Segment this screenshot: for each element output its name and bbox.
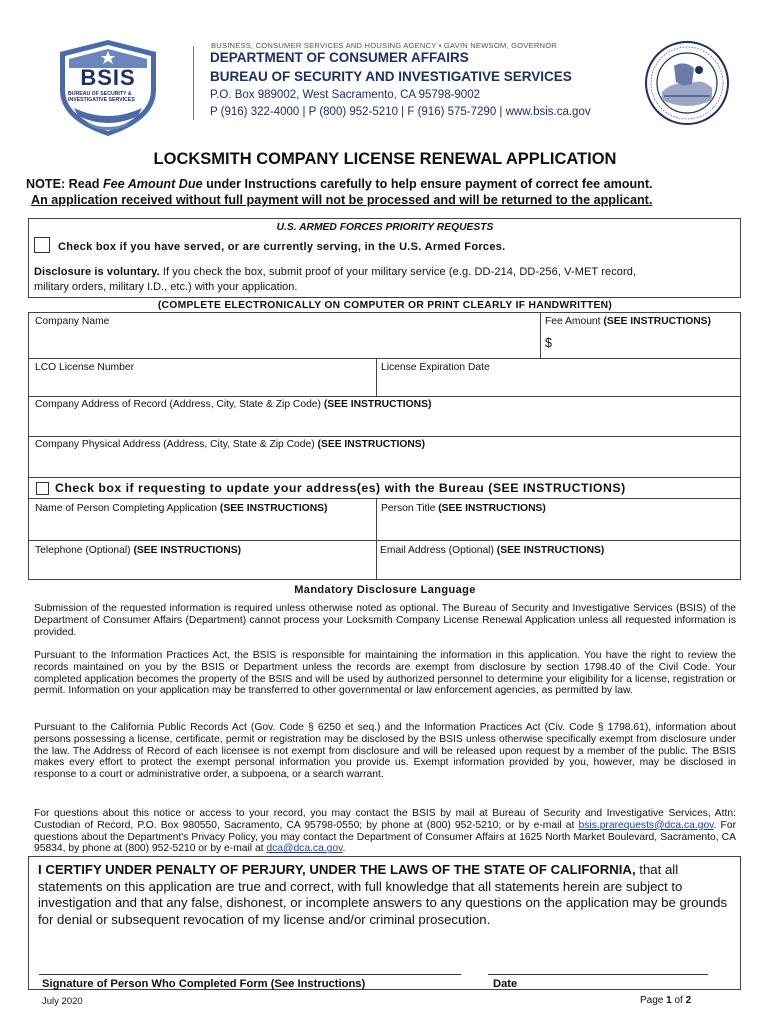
row-divider (28, 358, 741, 359)
telephone-input[interactable] (30, 558, 374, 578)
fee-note: NOTE: Read Fee Amount Due under Instructions carefully to help ensure payment of correct fee amount. (26, 177, 653, 191)
row-divider (28, 477, 741, 478)
bsis-pra-email-link[interactable]: bsis.prarequests@dca.ca.gov (578, 819, 714, 831)
military-checkbox-label: Check box if you have served, or are currently serving, in the U.S. Armed Forces. (58, 241, 506, 253)
contact-phones: P (916) 322-4000 | P (800) 952-5210 | F (916) 575-7290 | www.bsis.ca.gov (210, 106, 591, 118)
update-address-label: Check box if requesting to update your address(es) with the Bureau (SEE INSTRUCTIONS) (55, 481, 626, 495)
row-divider (28, 396, 741, 397)
person-title-input[interactable] (379, 516, 739, 538)
date-line (488, 974, 708, 975)
header-divider (193, 46, 194, 120)
lco-number-input[interactable] (30, 374, 374, 394)
disclosure-paragraph-2: Pursuant to the Information Practices Act, the BSIS is responsible for maintaining the information in this application. You have the right to review the records maintained on you by the BSIS or Department unless the records are exempt from disclosure by section 1798.40 of the Civil Code. Your completed application becomes the property of the BSIS and will be used by authorized personnel to determine your eligibility for a license, registration or permit. Information on your application may be transferred to other governmental or law enforcement agencies, as permitted by law. (34, 650, 736, 697)
military-heading: U.S. ARMED FORCES PRIORITY REQUESTS (276, 222, 494, 233)
company-name-input[interactable] (30, 330, 538, 356)
physical-address-label: Company Physical Address (Address, City, State & Zip Code) (SEE INSTRUCTIONS) (35, 439, 426, 450)
section-divider (28, 856, 741, 857)
military-disclosure: Disclosure is voluntary. If you check the box, submit proof of your military service (e.g. DD-214, DD-256, V-MET record, (34, 266, 637, 278)
military-checkbox[interactable] (34, 237, 50, 253)
update-address-checkbox[interactable] (36, 482, 49, 495)
dollar-sign: $ (545, 336, 552, 350)
physical-address-input[interactable] (30, 452, 739, 475)
company-name-label: Company Name (35, 316, 110, 327)
completion-instruction: (COMPLETE ELECTRONICALLY ON COMPUTER OR PRINT CLEARLY IF HANDWRITTEN) (157, 300, 613, 311)
row-divider (28, 498, 741, 499)
address-record-label: Company Address of Record (Address, City, State & Zip Code) (SEE INSTRUCTIONS) (35, 399, 432, 410)
person-title-label: Person Title (SEE INSTRUCTIONS) (381, 503, 546, 514)
col-divider (376, 498, 377, 580)
disclosure-paragraph-4: For questions about this notice or access to your record, you may contact the BSIS by mail at Bureau of Security and Investigative Services, Attn: Custodian of Record, P.O. Box 980550, Sacramento, CA 95798-0550; by phone at (800) 952-5210; or by e-mail at bsis.prarequests@dca.ca.gov. For questions about the Department's Privacy Policy, you may contact the Department of Consumer Affairs at 1625 North Market Boulevard, Sacramento, CA 95834, by phone at (800) 952-5210 or by e-mail at dca@dca.ca.gov. (34, 808, 737, 855)
signature-line (39, 974, 461, 975)
email-input[interactable] (379, 558, 739, 578)
row-divider (28, 540, 741, 541)
perjury-certification: I CERTIFY UNDER PENALTY OF PERJURY, UNDER THE LAWS OF THE STATE OF CALIFORNIA, that all statements on this application are true and correct, with full knowledge that all statements herein are subject to investigation and that any false, dishonest, or incomplete answers to any questions on the application may be grounds for denial or subsequent revocation of my license and/or criminal prosecution. (38, 862, 728, 927)
agency-line: BUSINESS, CONSUMER SERVICES AND HOUSING AGENCY • GAVIN NEWSOM, GOVERNOR (211, 41, 557, 50)
logo-text: BSIS (80, 65, 136, 90)
seal-text (644, 40, 645, 41)
col-divider (540, 312, 541, 358)
date-label: Date (493, 978, 518, 990)
mailing-address: P.O. Box 989002, West Sacramento, CA 95798-9002 (210, 89, 480, 101)
signature-label: Signature of Person Who Completed Form (See Instructions) (42, 978, 366, 990)
row-divider (28, 436, 741, 437)
expiration-date-label: License Expiration Date (381, 362, 490, 373)
col-divider (376, 358, 377, 396)
disclosure-paragraph-3: Pursuant to the California Public Records Act (Gov. Code § 6250 et seq.) and the Information Practices Act (Civ. Code § 1798.61), information about persons possessing a license, certificate, permit or registration may be disclosed by the BSIS unless otherwise specifically exempt from disclosure under the law. The Address of Record of each licensee is not exempt from disclosure and will be released upon request by a member of the public. The BSIS makes every effort to protect the exempt personal information you provide us. Exempt information provided by you, however, may be disclosed in response to a court or administrative order, a subpoena, or a search warrant. (34, 722, 736, 781)
bureau-name: BUREAU OF SECURITY AND INVESTIGATIVE SERVICES (210, 69, 572, 84)
department-name: DEPARTMENT OF CONSUMER AFFAIRS (210, 50, 469, 65)
military-disclosure-line2: military orders, military I.D., etc.) with your application. (34, 281, 298, 293)
california-seal (644, 40, 730, 126)
payment-warning: An application received without full payment will not be processed and will be returned to the applicant. (31, 193, 653, 207)
dca-email-link[interactable]: dca@dca.ca.gov (266, 843, 343, 855)
bsis-logo (52, 38, 164, 138)
person-name-label: Name of Person Completing Application (SEE INSTRUCTIONS) (35, 503, 328, 514)
mandatory-disclosure-title: Mandatory Disclosure Language (294, 584, 476, 596)
person-name-input[interactable] (30, 516, 374, 538)
disclosure-paragraph-1: Submission of the requested information is required unless otherwise noted as optional. The Bureau of Security and Investigative Services (BSIS) of the Department of Consumer Affairs (Department) cannot process your Locksmith Company License Renewal Application unless all requested information is provided. (34, 603, 736, 638)
logo-subtext: BUREAU OF SECURITY & INVESTIGATIVE SERVICES (68, 91, 135, 103)
address-record-input[interactable] (30, 412, 739, 434)
date-input[interactable] (488, 948, 708, 974)
fee-amount-label: Fee Amount (SEE INSTRUCTIONS) (545, 316, 711, 327)
form-title: LOCKSMITH COMPANY LICENSE RENEWAL APPLICATION (153, 150, 617, 168)
signature-input[interactable] (39, 948, 461, 974)
email-label: Email Address (Optional) (SEE INSTRUCTIONS) (380, 545, 605, 556)
telephone-label: Telephone (Optional) (SEE INSTRUCTIONS) (35, 545, 242, 556)
form-revision-date: July 2020 (42, 996, 83, 1007)
lco-number-label: LCO License Number (35, 362, 135, 373)
page-number: Page 1 of 2 (640, 995, 692, 1006)
expiration-date-input[interactable] (379, 374, 739, 394)
fee-amount-input[interactable] (556, 332, 738, 356)
